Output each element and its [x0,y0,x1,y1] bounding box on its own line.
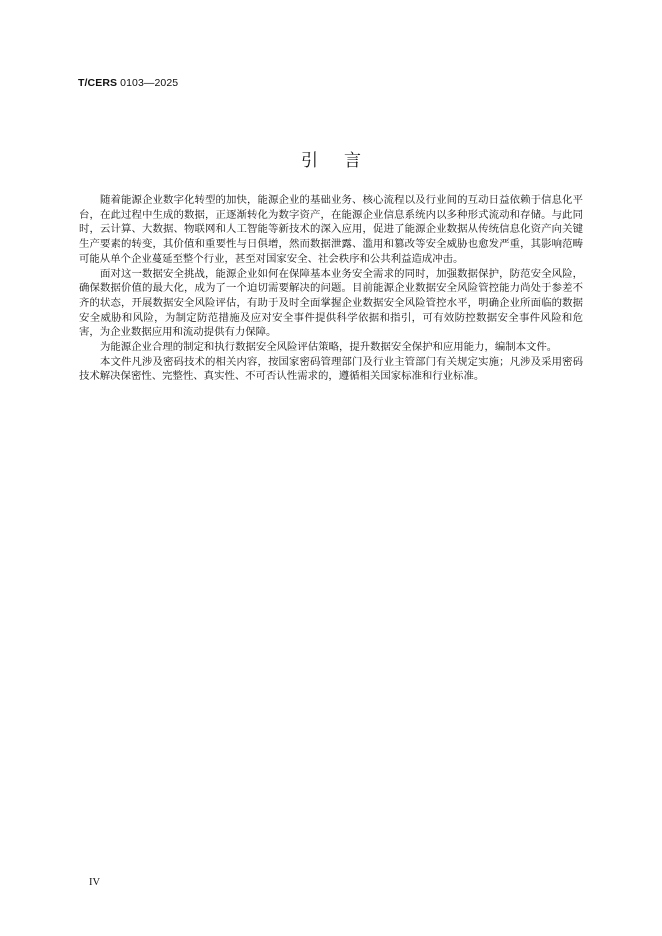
standard-code-number: 0103—2025 [117,77,179,89]
paragraph-4: 本文件凡涉及密码技术的相关内容，按国家密码管理部门及行业主管部门有关规定实施；凡涉及采用密码技术解决保密性、完整性、真实性、不可否认性需求的，遵循相关国家标准和行业标准。 [79,355,583,383]
introduction-body [79,193,583,384]
page-title: 引言 [301,151,387,171]
page-number: IV [89,877,101,888]
standard-code [78,77,178,89]
paragraph-2: 面对这一数据安全挑战，能源企业如何在保障基本业务安全需求的同时，加强数据保护，防范安全风险，确保数据价值的最大化，成为了一个迫切需要解决的问题。目前能源企业数据安全风险管控能力尚处于参差不齐的状态，开展数据安全风险评估，有助于及时全面掌握企业数据安全风险管控水平，明确企业所面临的数据安全威胁和风险，为制定防范措施及应对安全事件提供科学依据和指引，可有效防控数据安全事件风险和危害，为企业数据应用和流动提供有力保障。 [79,267,583,339]
paragraph-3: 为能源企业合理的制定和执行数据安全风险评估策略，提升数据安全保护和应用能力，编制本文件。 [100,341,558,354]
paragraph-1: 随着能源企业数字化转型的加快，能源企业的基础业务、核心流程以及行业间的互动日益依赖于信息化平台，在此过程中生成的数据，正逐渐转化为数字资产，在能源企业信息系统内以多种形式流动和存储。与此同时，云计算、大数据、物联网和人工智能等新技术的深入应用，促进了能源企业数据从传统信息化资产向关键生产要素的转变，其价值和重要性与日俱增，然而数据泄露、滥用和篡改等安全威胁也愈发严重，其影响范畴可能从单个企业蔓延至整个行业，甚至对国家安全、社会秩序和公共利益造成冲击。 [79,194,583,265]
standard-code-prefix: T/CERS [78,77,118,89]
